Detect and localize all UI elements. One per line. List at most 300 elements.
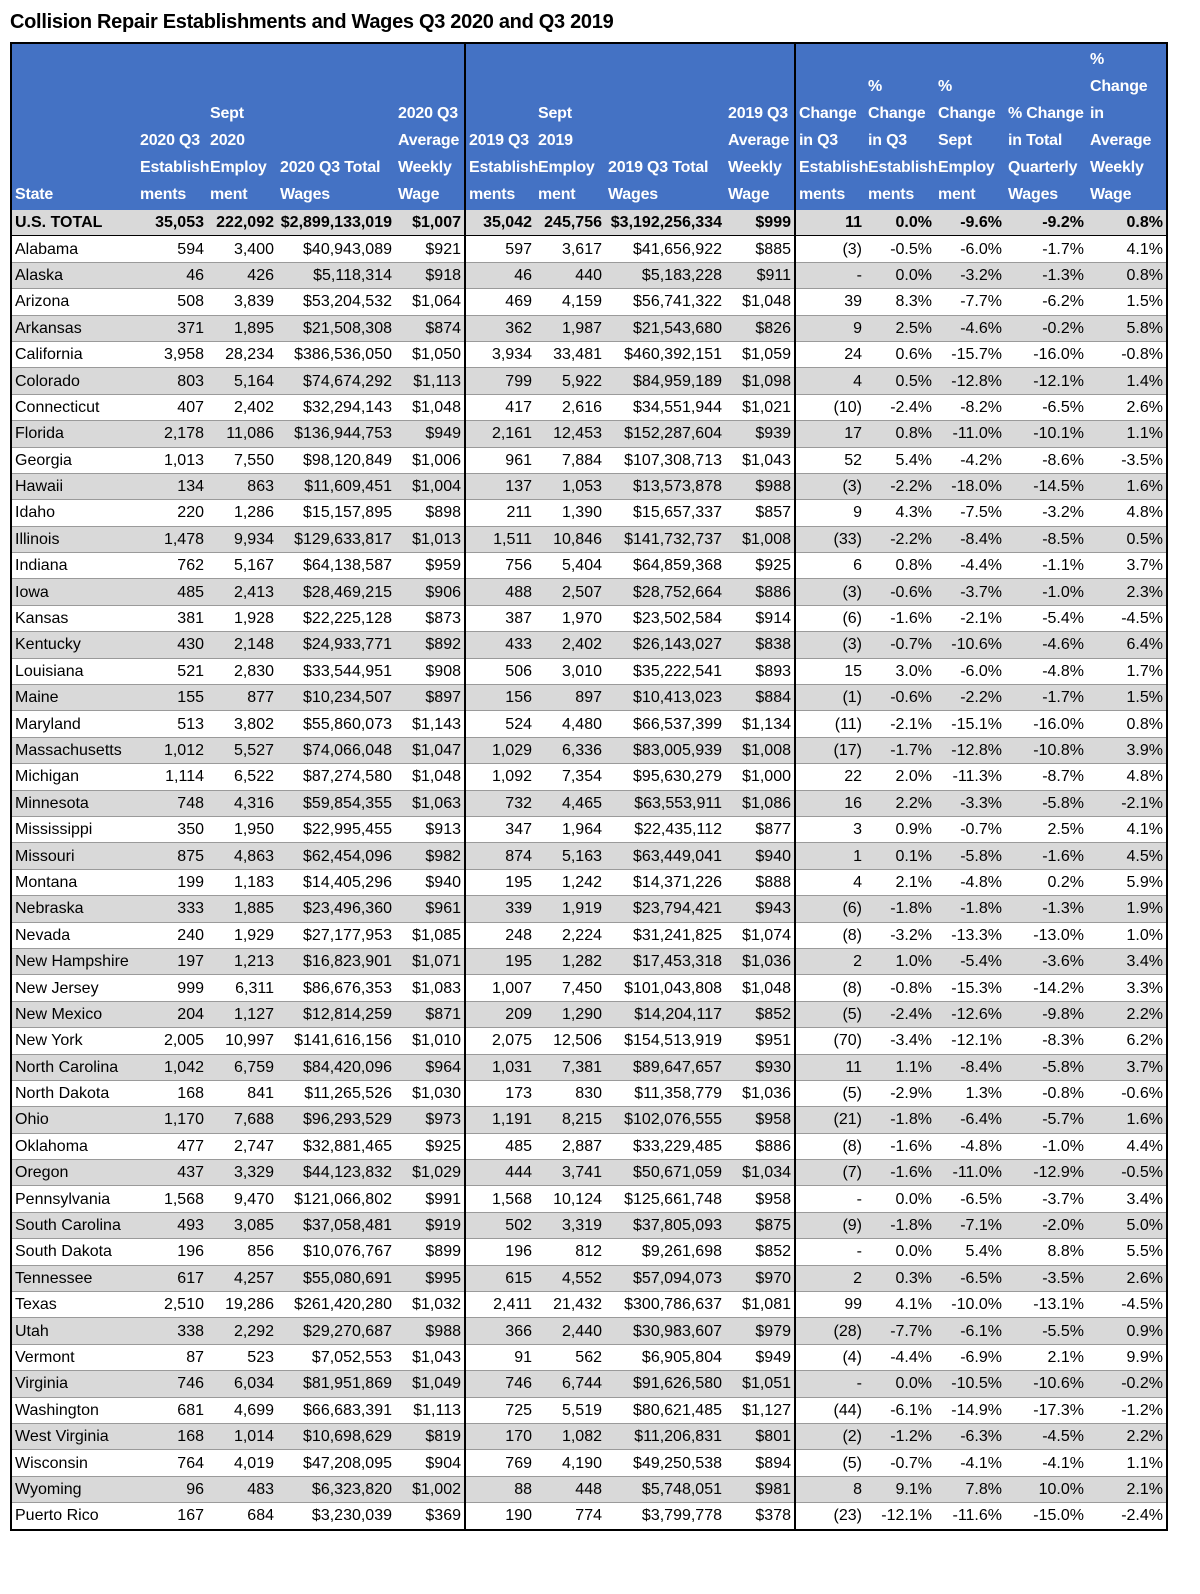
table-cell: 99 — [795, 1292, 865, 1318]
table-cell: 33,481 — [535, 341, 605, 367]
table-cell: $1,043 — [725, 447, 795, 473]
table-cell: $904 — [395, 1450, 465, 1476]
table-cell: 9.1% — [865, 1476, 935, 1502]
table-cell: 0.9% — [865, 816, 935, 842]
table-row — [11, 605, 1167, 631]
table-cell: $1,010 — [395, 1028, 465, 1054]
table-cell: - — [795, 1239, 865, 1265]
table-cell: 366 — [465, 1318, 535, 1344]
table-cell: 7,550 — [207, 447, 277, 473]
table-body — [11, 210, 1167, 1530]
table-cell: 2,830 — [207, 658, 277, 684]
table-cell: $47,208,095 — [277, 1450, 395, 1476]
table-cell: $940 — [725, 843, 795, 869]
column-header-line: in Q3 — [799, 132, 839, 149]
table-cell: 877 — [207, 685, 277, 711]
table-cell: $27,177,953 — [277, 922, 395, 948]
table-cell: -15.3% — [935, 975, 1005, 1001]
table-cell: 2.1% — [865, 869, 935, 895]
table-cell: 1,970 — [535, 605, 605, 631]
table-cell: 1,031 — [465, 1054, 535, 1080]
table-cell: $819 — [395, 1423, 465, 1449]
table-cell: 39 — [795, 289, 865, 315]
table-cell: $23,496,360 — [277, 896, 395, 922]
table-row — [11, 1160, 1167, 1186]
table-cell: 240 — [137, 922, 207, 948]
table-cell: 190 — [465, 1503, 535, 1530]
table-cell: $33,229,485 — [605, 1133, 725, 1159]
table-cell: 433 — [465, 632, 535, 658]
table-cell: 5,527 — [207, 737, 277, 763]
table-cell: 204 — [137, 1001, 207, 1027]
table-cell: -1.1% — [1005, 553, 1087, 579]
table-cell: 1.4% — [1087, 368, 1167, 394]
table-cell: 617 — [137, 1265, 207, 1291]
table-row — [11, 394, 1167, 420]
table-cell: 407 — [137, 394, 207, 420]
table-cell: 0.5% — [865, 368, 935, 394]
table-cell: $3,192,256,334 — [605, 210, 725, 236]
table-cell: $1,004 — [395, 473, 465, 499]
table-cell: -9.8% — [1005, 1001, 1087, 1027]
table-cell: 3.4% — [1087, 948, 1167, 974]
table-cell: 2,413 — [207, 579, 277, 605]
column-header — [1005, 43, 1087, 210]
column-header-line: Wages — [280, 186, 330, 203]
table-cell: $1,113 — [395, 368, 465, 394]
table-cell: 2,148 — [207, 632, 277, 658]
table-cell: 87 — [137, 1344, 207, 1370]
table-cell: 4,465 — [535, 790, 605, 816]
table-cell: (1) — [795, 685, 865, 711]
table-cell: 333 — [137, 896, 207, 922]
table-cell: 4.5% — [1087, 843, 1167, 869]
table-cell: $1,143 — [395, 711, 465, 737]
table-cell: 5,164 — [207, 368, 277, 394]
state-cell: Michigan — [11, 764, 137, 790]
table-cell: $141,732,737 — [605, 526, 725, 552]
column-header-line: 2020 Q3 — [398, 105, 458, 122]
table-cell: -2.4% — [865, 1001, 935, 1027]
table-cell: 1,987 — [535, 315, 605, 341]
table-cell: - — [795, 1186, 865, 1212]
table-cell: $970 — [725, 1265, 795, 1291]
column-header-line: ments — [799, 186, 846, 203]
state-cell: Minnesota — [11, 790, 137, 816]
table-cell: $995 — [395, 1265, 465, 1291]
table-cell: $64,138,587 — [277, 553, 395, 579]
table-cell: 134 — [137, 473, 207, 499]
table-row — [11, 553, 1167, 579]
table-cell: 3.7% — [1087, 1054, 1167, 1080]
table-cell: $96,293,529 — [277, 1107, 395, 1133]
table-cell: $23,794,421 — [605, 896, 725, 922]
table-cell: 2.2% — [1087, 1423, 1167, 1449]
column-header-line: 2020 — [210, 132, 245, 149]
table-cell: 1,014 — [207, 1423, 277, 1449]
table-row — [11, 1186, 1167, 1212]
table-cell: 2.1% — [1005, 1344, 1087, 1370]
table-cell: 5.4% — [865, 447, 935, 473]
table-cell: 477 — [137, 1133, 207, 1159]
table-cell: 6,759 — [207, 1054, 277, 1080]
table-cell: $1,083 — [395, 975, 465, 1001]
state-cell: Utah — [11, 1318, 137, 1344]
table-cell: -3.2% — [935, 262, 1005, 288]
table-cell: -1.6% — [865, 1160, 935, 1186]
table-cell: 0.8% — [1087, 262, 1167, 288]
table-cell: $2,899,133,019 — [277, 210, 395, 236]
table-cell: -4.8% — [935, 1133, 1005, 1159]
table-cell: 1.3% — [935, 1080, 1005, 1106]
table-cell: $50,671,059 — [605, 1160, 725, 1186]
state-cell: Florida — [11, 421, 137, 447]
table-cell: -14.5% — [1005, 473, 1087, 499]
table-cell: 28,234 — [207, 341, 277, 367]
column-header-line: Change — [868, 105, 926, 122]
table-cell: $1,030 — [395, 1080, 465, 1106]
state-cell: Kentucky — [11, 632, 137, 658]
table-cell: (5) — [795, 1450, 865, 1476]
table-cell: (3) — [795, 579, 865, 605]
table-cell: -12.9% — [1005, 1160, 1087, 1186]
table-cell: 3.9% — [1087, 737, 1167, 763]
table-cell: $23,502,584 — [605, 605, 725, 631]
table-cell: 0.0% — [865, 1239, 935, 1265]
table-cell: $913 — [395, 816, 465, 842]
table-cell: 1,919 — [535, 896, 605, 922]
table-cell: 0.1% — [865, 843, 935, 869]
table-cell: $1,036 — [725, 1080, 795, 1106]
table-row — [11, 236, 1167, 262]
table-cell: -7.7% — [935, 289, 1005, 315]
table-cell: 4,159 — [535, 289, 605, 315]
column-header-line: 2019 Q3 Total — [608, 159, 709, 176]
table-cell: $1,127 — [725, 1397, 795, 1423]
table-cell: $14,405,296 — [277, 869, 395, 895]
table-cell: 8,215 — [535, 1107, 605, 1133]
table-cell: -0.2% — [1087, 1371, 1167, 1397]
table-cell: $888 — [725, 869, 795, 895]
column-header-line: % — [938, 78, 953, 95]
column-header-line: Wages — [608, 186, 658, 203]
table-cell: $979 — [725, 1318, 795, 1344]
table-cell: 1,191 — [465, 1107, 535, 1133]
table-cell: $22,435,112 — [605, 816, 725, 842]
table-cell: 2,161 — [465, 421, 535, 447]
table-cell: 469 — [465, 289, 535, 315]
table-cell: $875 — [725, 1212, 795, 1238]
table-cell: 156 — [465, 685, 535, 711]
table-cell: 746 — [137, 1371, 207, 1397]
table-cell: 7,354 — [535, 764, 605, 790]
table-cell: 1.7% — [1087, 658, 1167, 684]
table-cell: 1.0% — [1087, 922, 1167, 948]
table-cell: $949 — [395, 421, 465, 447]
state-cell: Tennessee — [11, 1265, 137, 1291]
table-cell: $838 — [725, 632, 795, 658]
table-cell: 5,922 — [535, 368, 605, 394]
table-cell: 875 — [137, 843, 207, 869]
table-cell: $911 — [725, 262, 795, 288]
table-cell: 4 — [795, 869, 865, 895]
table-cell: (8) — [795, 975, 865, 1001]
table-cell: $958 — [725, 1107, 795, 1133]
table-cell: -15.1% — [935, 711, 1005, 737]
table-cell: 88 — [465, 1476, 535, 1502]
table-cell: -16.0% — [1005, 341, 1087, 367]
table-cell: $34,551,944 — [605, 394, 725, 420]
table-cell: $12,814,259 — [277, 1001, 395, 1027]
table-cell: $925 — [725, 553, 795, 579]
table-cell: 7,450 — [535, 975, 605, 1001]
table-row — [11, 896, 1167, 922]
table-cell: $98,120,849 — [277, 447, 395, 473]
table-cell: 799 — [465, 368, 535, 394]
table-cell: -12.1% — [865, 1503, 935, 1530]
table-row — [11, 1423, 1167, 1449]
table-cell: -10.6% — [1005, 1371, 1087, 1397]
table-cell: 5,167 — [207, 553, 277, 579]
state-cell: Mississippi — [11, 816, 137, 842]
state-cell: Louisiana — [11, 658, 137, 684]
table-cell: -10.6% — [935, 632, 1005, 658]
table-cell: $871 — [395, 1001, 465, 1027]
table-cell: $21,508,308 — [277, 315, 395, 341]
table-cell: 2,510 — [137, 1292, 207, 1318]
table-cell: -5.4% — [1005, 605, 1087, 631]
table-cell: $460,392,151 — [605, 341, 725, 367]
state-cell: Illinois — [11, 526, 137, 552]
table-cell: -6.4% — [935, 1107, 1005, 1133]
table-cell: 12,453 — [535, 421, 605, 447]
table-row — [11, 1080, 1167, 1106]
table-cell: 2,402 — [535, 632, 605, 658]
table-cell: $1,098 — [725, 368, 795, 394]
column-header-line: 2019 — [538, 132, 573, 149]
table-cell: $16,823,901 — [277, 948, 395, 974]
table-cell: 1,964 — [535, 816, 605, 842]
table-cell: $857 — [725, 500, 795, 526]
table-cell: 2.5% — [865, 315, 935, 341]
table-cell: 1.5% — [1087, 289, 1167, 315]
table-cell: 11 — [795, 210, 865, 236]
table-cell: 2.1% — [1087, 1476, 1167, 1502]
table-cell: $1,007 — [395, 210, 465, 236]
table-cell: -1.7% — [1005, 236, 1087, 262]
table-cell: $982 — [395, 843, 465, 869]
table-cell: 195 — [465, 948, 535, 974]
table-cell: $1,048 — [395, 394, 465, 420]
table-row — [11, 1001, 1167, 1027]
table-row — [11, 447, 1167, 473]
table-cell: 15 — [795, 658, 865, 684]
table-cell: $86,676,353 — [277, 975, 395, 1001]
state-cell: Idaho — [11, 500, 137, 526]
table-cell: 6.2% — [1087, 1028, 1167, 1054]
table-cell: (7) — [795, 1160, 865, 1186]
table-cell: -13.0% — [1005, 922, 1087, 948]
table-cell: $63,553,911 — [605, 790, 725, 816]
table-row — [11, 473, 1167, 499]
table-cell: -2.1% — [865, 711, 935, 737]
table-cell: -3.6% — [1005, 948, 1087, 974]
table-cell: 196 — [465, 1239, 535, 1265]
table-cell: 2 — [795, 1265, 865, 1291]
table-cell: 6,034 — [207, 1371, 277, 1397]
table-cell: 96 — [137, 1476, 207, 1502]
table-cell: 10,124 — [535, 1186, 605, 1212]
table-cell: $1,021 — [725, 394, 795, 420]
table-cell: 347 — [465, 816, 535, 842]
table-cell: (17) — [795, 737, 865, 763]
table-cell: 4.3% — [865, 500, 935, 526]
table-row — [11, 341, 1167, 367]
table-cell: -6.0% — [935, 658, 1005, 684]
table-cell: 9,934 — [207, 526, 277, 552]
table-cell: 762 — [137, 553, 207, 579]
table-cell: 615 — [465, 1265, 535, 1291]
table-cell: $906 — [395, 579, 465, 605]
table-cell: 830 — [535, 1080, 605, 1106]
table-cell: 746 — [465, 1371, 535, 1397]
table-cell: -2.4% — [865, 394, 935, 420]
table-cell: $31,241,825 — [605, 922, 725, 948]
table-cell: $5,748,051 — [605, 1476, 725, 1502]
column-header-line: Establish — [868, 159, 938, 176]
table-cell: $1,013 — [395, 526, 465, 552]
table-cell: $943 — [725, 896, 795, 922]
table-cell: $1,048 — [725, 289, 795, 315]
column-header-line: Sept — [938, 132, 972, 149]
table-cell: -4.8% — [935, 869, 1005, 895]
table-cell: -1.8% — [865, 896, 935, 922]
table-cell: -6.5% — [1005, 394, 1087, 420]
table-cell: 7.8% — [935, 1476, 1005, 1502]
table-cell: 19,286 — [207, 1292, 277, 1318]
state-cell: New Jersey — [11, 975, 137, 1001]
table-cell: -2.1% — [935, 605, 1005, 631]
table-cell: -6.0% — [935, 236, 1005, 262]
table-cell: - — [795, 1371, 865, 1397]
table-cell: -5.5% — [1005, 1318, 1087, 1344]
table-cell: -6.2% — [1005, 289, 1087, 315]
table-cell: -1.7% — [1005, 685, 1087, 711]
table-cell: $1,134 — [725, 711, 795, 737]
table-row — [11, 975, 1167, 1001]
table-row — [11, 869, 1167, 895]
table-cell: $91,626,580 — [605, 1371, 725, 1397]
table-cell: -0.7% — [935, 816, 1005, 842]
state-cell: Missouri — [11, 843, 137, 869]
table-cell: 897 — [535, 685, 605, 711]
table-cell: 874 — [465, 843, 535, 869]
table-cell: $11,609,451 — [277, 473, 395, 499]
table-cell: -1.6% — [865, 605, 935, 631]
state-cell: Wyoming — [11, 1476, 137, 1502]
table-cell: 444 — [465, 1160, 535, 1186]
table-cell: $24,933,771 — [277, 632, 395, 658]
table-cell: (28) — [795, 1318, 865, 1344]
table-cell: 46 — [137, 262, 207, 288]
table-cell: $66,537,399 — [605, 711, 725, 737]
table-cell: 502 — [465, 1212, 535, 1238]
table-cell: 2,616 — [535, 394, 605, 420]
table-cell: $62,454,096 — [277, 843, 395, 869]
table-cell: 961 — [465, 447, 535, 473]
table-cell: 756 — [465, 553, 535, 579]
table-cell: 0.0% — [865, 210, 935, 236]
table-cell: $1,050 — [395, 341, 465, 367]
column-header-line: Average — [1090, 132, 1152, 149]
table-cell: 8 — [795, 1476, 865, 1502]
table-cell: $1,036 — [725, 948, 795, 974]
table-cell: 3,400 — [207, 236, 277, 262]
table-cell: 1,286 — [207, 500, 277, 526]
table-cell: 195 — [465, 869, 535, 895]
table-cell: 4.1% — [1087, 236, 1167, 262]
table-cell: 11 — [795, 1054, 865, 1080]
table-cell: -13.3% — [935, 922, 1005, 948]
table-cell: 1,029 — [465, 737, 535, 763]
table-cell: 1,478 — [137, 526, 207, 552]
column-header-line: Weekly — [728, 159, 782, 176]
table-cell: $22,225,128 — [277, 605, 395, 631]
column-header-line: State — [15, 186, 54, 203]
table-cell: 841 — [207, 1080, 277, 1106]
column-header-line: ment — [538, 186, 576, 203]
table-cell: (5) — [795, 1080, 865, 1106]
table-cell: $1,008 — [725, 526, 795, 552]
table-cell: $89,647,657 — [605, 1054, 725, 1080]
table-cell: 3.3% — [1087, 975, 1167, 1001]
table-cell: 488 — [465, 579, 535, 605]
table-cell: $1,048 — [395, 764, 465, 790]
table-cell: 3,319 — [535, 1212, 605, 1238]
table-cell: 3.4% — [1087, 1186, 1167, 1212]
table-cell: -16.0% — [1005, 711, 1087, 737]
table-cell: $66,683,391 — [277, 1397, 395, 1423]
table-cell: $32,881,465 — [277, 1133, 395, 1159]
table-cell: 91 — [465, 1344, 535, 1370]
table-cell: 2.3% — [1087, 579, 1167, 605]
table-cell: 597 — [465, 236, 535, 262]
table-cell: -8.2% — [935, 394, 1005, 420]
state-cell: Texas — [11, 1292, 137, 1318]
column-header-line: Sept — [538, 105, 572, 122]
table-cell: $83,005,939 — [605, 737, 725, 763]
table-cell: -0.2% — [1005, 315, 1087, 341]
table-cell: 0.8% — [1087, 210, 1167, 236]
table-cell: $7,052,553 — [277, 1344, 395, 1370]
table-cell: $1,000 — [725, 764, 795, 790]
column-header — [465, 43, 539, 210]
column-header-line: % — [868, 78, 883, 95]
table-row — [11, 790, 1167, 816]
table-cell: 3,958 — [137, 341, 207, 367]
table-cell: 5.0% — [1087, 1212, 1167, 1238]
table-cell: $1,002 — [395, 1476, 465, 1502]
table-cell: $3,799,778 — [605, 1503, 725, 1530]
table-cell: -13.1% — [1005, 1292, 1087, 1318]
table-cell: $74,674,292 — [277, 368, 395, 394]
table-cell: $154,513,919 — [605, 1028, 725, 1054]
table-cell: -8.4% — [935, 526, 1005, 552]
table-cell: -3.3% — [935, 790, 1005, 816]
table-cell: 748 — [137, 790, 207, 816]
table-cell: (6) — [795, 605, 865, 631]
table-cell: $893 — [725, 658, 795, 684]
